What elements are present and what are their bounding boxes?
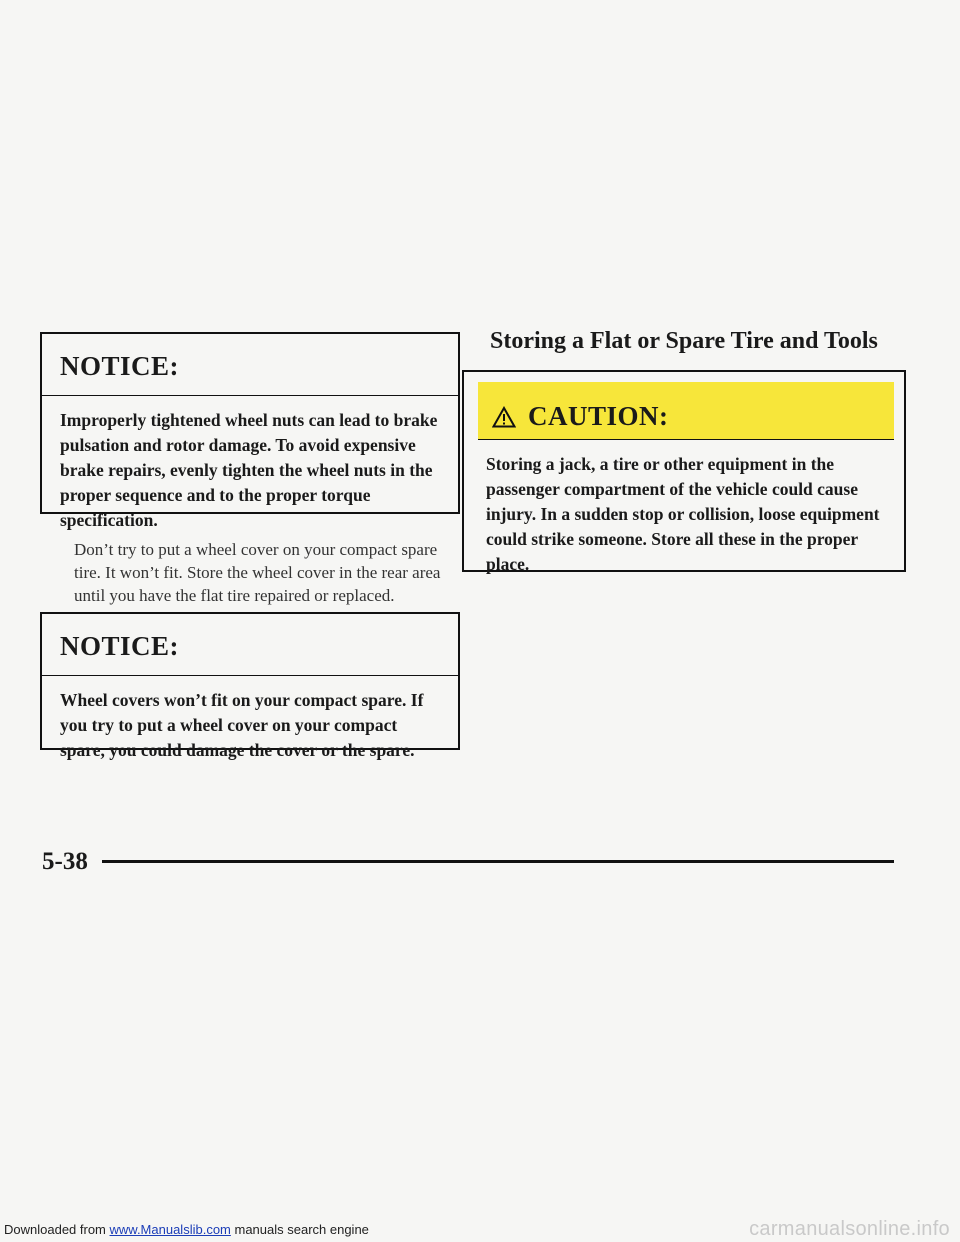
notice-box-wheel-nuts — [40, 332, 460, 530]
wheel-cover-paragraph: Don’t try to put a wheel cover on your compact spare tire. It won’t fit. Store the wheel cover in the rear area until you have the flat tire repaired or replaced. — [74, 540, 441, 605]
caution-heading: CAUTION: — [528, 401, 669, 431]
caution-header — [478, 382, 894, 440]
caution-box — [462, 370, 906, 572]
warning-triangle-icon — [492, 406, 516, 428]
footer-suffix: manuals search engine — [230, 1222, 369, 1237]
section-title: Storing a Flat or Spare Tire and Tools — [490, 328, 878, 354]
manualslib-link[interactable]: www.Manualslib.com — [109, 1222, 231, 1237]
notice-heading: NOTICE: — [42, 334, 458, 396]
footer-prefix: Downloaded from — [4, 1222, 110, 1237]
watermark: carmanualsonline.info — [749, 1218, 950, 1240]
page-number: 5-38 — [42, 848, 88, 875]
notice-body: Wheel covers won’t fit on your compact spare. If you try to put a wheel cover on your compact spare, you could damage the cover or the spare. — [60, 690, 424, 760]
download-footer — [4, 1222, 369, 1237]
notice-heading: NOTICE: — [42, 614, 458, 676]
caution-body: Storing a jack, a tire or other equipment in the passenger compartment of the vehicle could cause injury. In a sudden stop or collision, loose equipment could strike someone. Store all these in the proper place. — [486, 454, 880, 574]
notice-body: Improperly tightened wheel nuts can lead to brake pulsation and rotor damage. To avoid expensive brake repairs, evenly tighten the wheel nuts in the proper sequence and to the proper torque specification. — [60, 410, 438, 530]
notice-box-wheel-covers — [40, 612, 460, 760]
footer-rule — [102, 860, 894, 863]
